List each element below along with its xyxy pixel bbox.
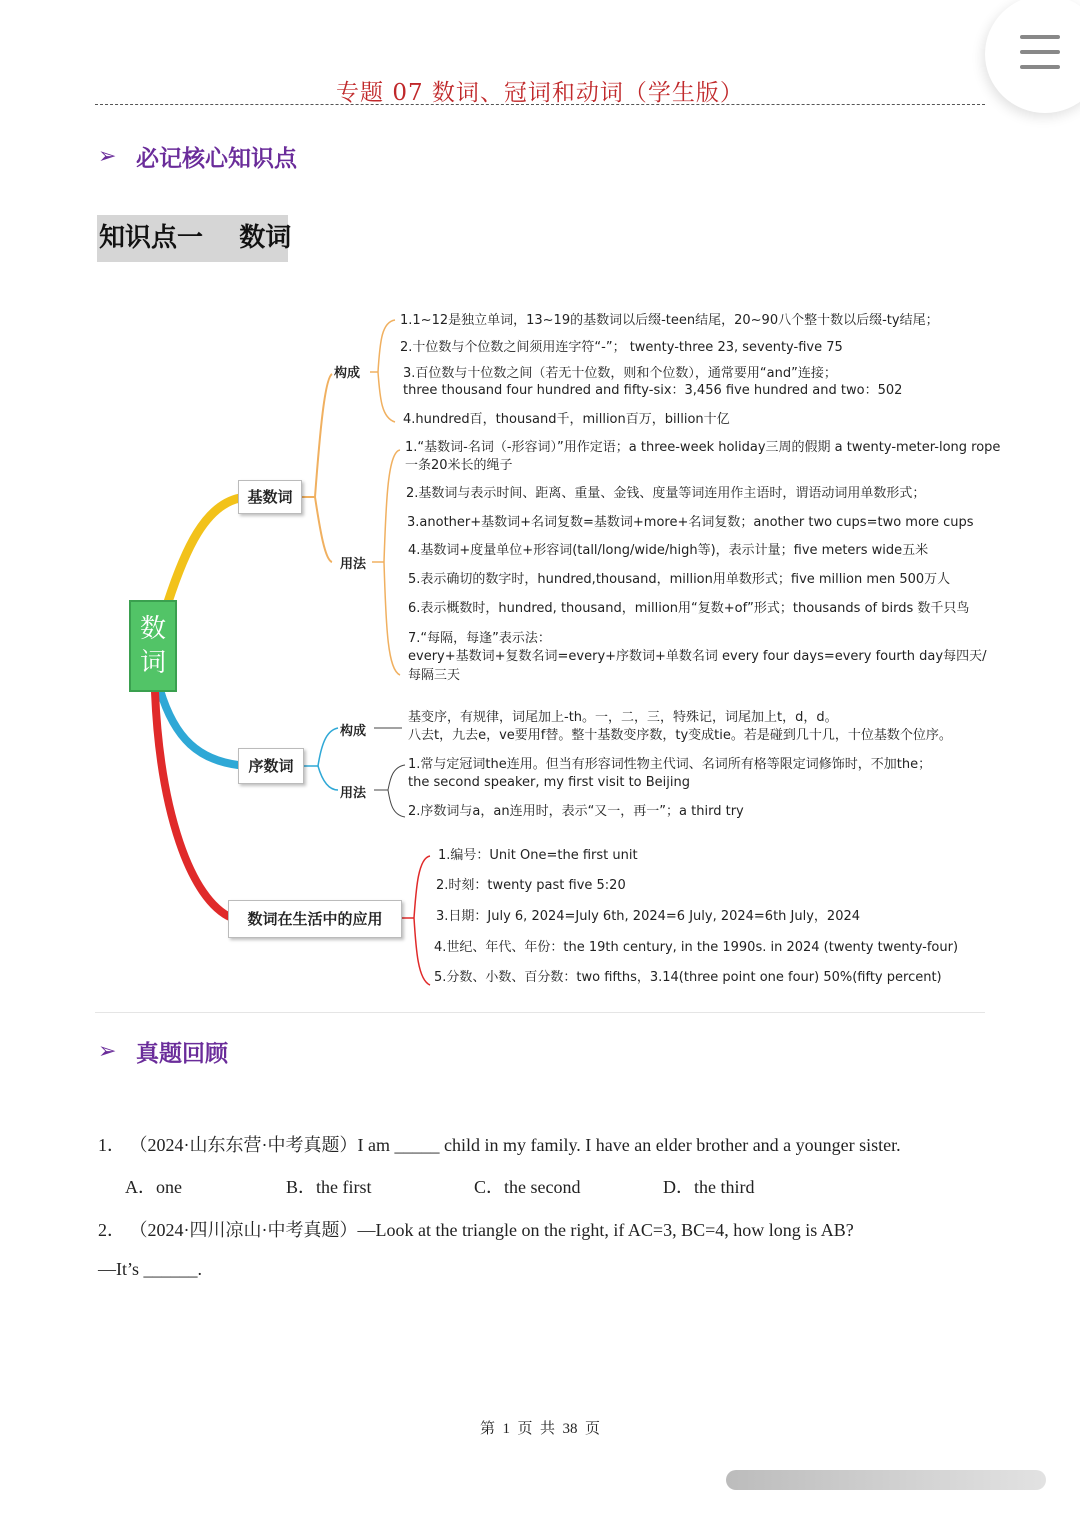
ordinal-usage-item: 2.序数词与a，an连用时，表示“又一，再一”；a third try <box>408 804 744 819</box>
question-text: （2024·四川凉山·中考真题）—Look at the triangle on the right, if AC=3, BC=4, how long is AB? <box>129 1220 854 1240</box>
cardinal-formation-item: three thousand four hundred and fifty-six：3,456 five hundred and two：502 <box>403 383 903 398</box>
option-a: A．one <box>125 1177 182 1197</box>
arrow-bullet-icon: ➢ <box>98 1039 117 1064</box>
section-heading: 真题回顾 <box>136 1041 228 1067</box>
cardinal-formation-item: 3.百位数与十位数之间（若无十位数，则和个位数），通常要用“and”连接； <box>403 366 837 381</box>
cardinal-usage-item: 1.“基数词-名词（-形容词）”用作定语；a three-week holiday三周的假期 a twenty-meter-long rope <box>405 440 1001 455</box>
scrollbar-thumb[interactable] <box>726 1470 1046 1490</box>
life-item: 3.日期：July 6, 2024=July 6th, 2024=6 July, 2024=6th July，2024 <box>436 909 861 924</box>
ordinal-formation-item: 八去t，九去e，ve要用f替。整十基数变序数，ty变成tie。若是碰到几十几，十位基数个位序。 <box>408 728 952 743</box>
ordinal-usage-item: 1.常与定冠词the连用。但当有形容词性物主代词、名词所有格等限定词修饰时，不加the； <box>408 757 932 772</box>
question-number: 1． <box>98 1135 125 1155</box>
cardinal-usage-item: 4.基数词+度量单位+形容词(tall/long/wide/high等)，表示计量；five meters wide五米 <box>408 543 929 558</box>
question-number: 2． <box>98 1220 125 1240</box>
cardinal-usage-item: 7.“每隔，每逢”表示法： <box>408 631 551 646</box>
cardinal-formation-item: 4.hundred百，thousand千，million百万，billion十亿 <box>403 412 730 427</box>
question-2-answer-line: —It’s ______. <box>98 1259 203 1279</box>
cardinal-formation-item: 1.1~12是独立单词，13~19的基数词以后缀-teen结尾，20~90八个整十数以后缀-ty结尾； <box>400 313 939 328</box>
life-item: 2.时刻：twenty past five 5:20 <box>436 878 626 893</box>
option-d: D．the third <box>663 1177 755 1197</box>
mind-map-root <box>129 600 177 692</box>
knowledge-point-title: 知识点一 数词 <box>97 215 288 262</box>
node-ordinal: 序数词 <box>238 748 304 784</box>
node-life-application: 数词在生活中的应用 <box>228 900 402 938</box>
mind-map <box>0 290 1080 1010</box>
section-knowledge <box>98 140 297 173</box>
section-divider <box>95 1012 985 1013</box>
life-item: 5.分数、小数、百分数：two fifths，3.14(three point one four) 50%(fifty percent) <box>434 970 942 985</box>
page-number: 第 1 页 共 38 页 <box>479 1421 600 1437</box>
option-b: B．the first <box>286 1177 372 1197</box>
cardinal-usage-item: 3.another+基数词+名词复数=基数词+more+名词复数；another two cups=two more cups <box>407 515 974 530</box>
cardinal-formation-item: 2.十位数与个位数之间须用连字符“-”； twenty-three 23, seventy-five 75 <box>400 340 843 355</box>
label-ordinal-usage: 用法 <box>340 786 367 801</box>
ordinal-usage-item: the second speaker, my first visit to Beijing <box>408 775 690 790</box>
label-cardinal-formation: 构成 <box>334 366 361 381</box>
root-label-line2: 词 <box>139 648 166 678</box>
node-cardinal: 基数词 <box>238 480 302 514</box>
root-label-line1: 数 <box>139 614 166 644</box>
ordinal-formation-item: 基变序，有规律，词尾加上-th。一，二，三，特殊记，词尾加上t，d，d。 <box>408 710 838 725</box>
question-text: （2024·山东东营·中考真题）I am _____ child in my family. I have an elder brother and a younger sister. <box>129 1135 901 1155</box>
section-review <box>98 1035 228 1068</box>
question-2 <box>98 1216 854 1242</box>
option-c: C．the second <box>474 1177 581 1197</box>
page-title: 专题 07 数词、冠词和动词（学生版） <box>336 80 744 106</box>
label-cardinal-usage: 用法 <box>340 557 367 572</box>
life-item: 4.世纪、年代、年份：the 19th century, in the 1990s. in 2024 (twenty twenty-four) <box>434 940 959 955</box>
cardinal-usage-item: 6.表示概数时，hundred, thousand，million用“复数+of”形式；thousands of birds 数千只鸟 <box>408 601 970 616</box>
label-ordinal-formation: 构成 <box>340 724 367 739</box>
life-item: 1.编号：Unit One=the first unit <box>438 848 638 863</box>
header-divider <box>95 104 985 105</box>
question-1 <box>98 1131 901 1157</box>
arrow-bullet-icon: ➢ <box>98 144 117 169</box>
cardinal-usage-item: every+基数词+复数名词=every+序数词+单数名词 every four days=every fourth day每四天/ <box>408 649 987 664</box>
cardinal-usage-item: 一条20米长的绳子 <box>405 458 513 473</box>
section-heading: 必记核心知识点 <box>136 146 297 172</box>
cardinal-usage-item: 2.基数词与表示时间、距离、重量、金钱、度量等词连用作主语时，谓语动词用单数形式； <box>406 486 926 501</box>
cardinal-usage-item: 每隔三天 <box>408 668 461 683</box>
cardinal-usage-item: 5.表示确切的数字时，hundred,thousand，million用单数形式；five million men 500万人 <box>408 572 951 587</box>
